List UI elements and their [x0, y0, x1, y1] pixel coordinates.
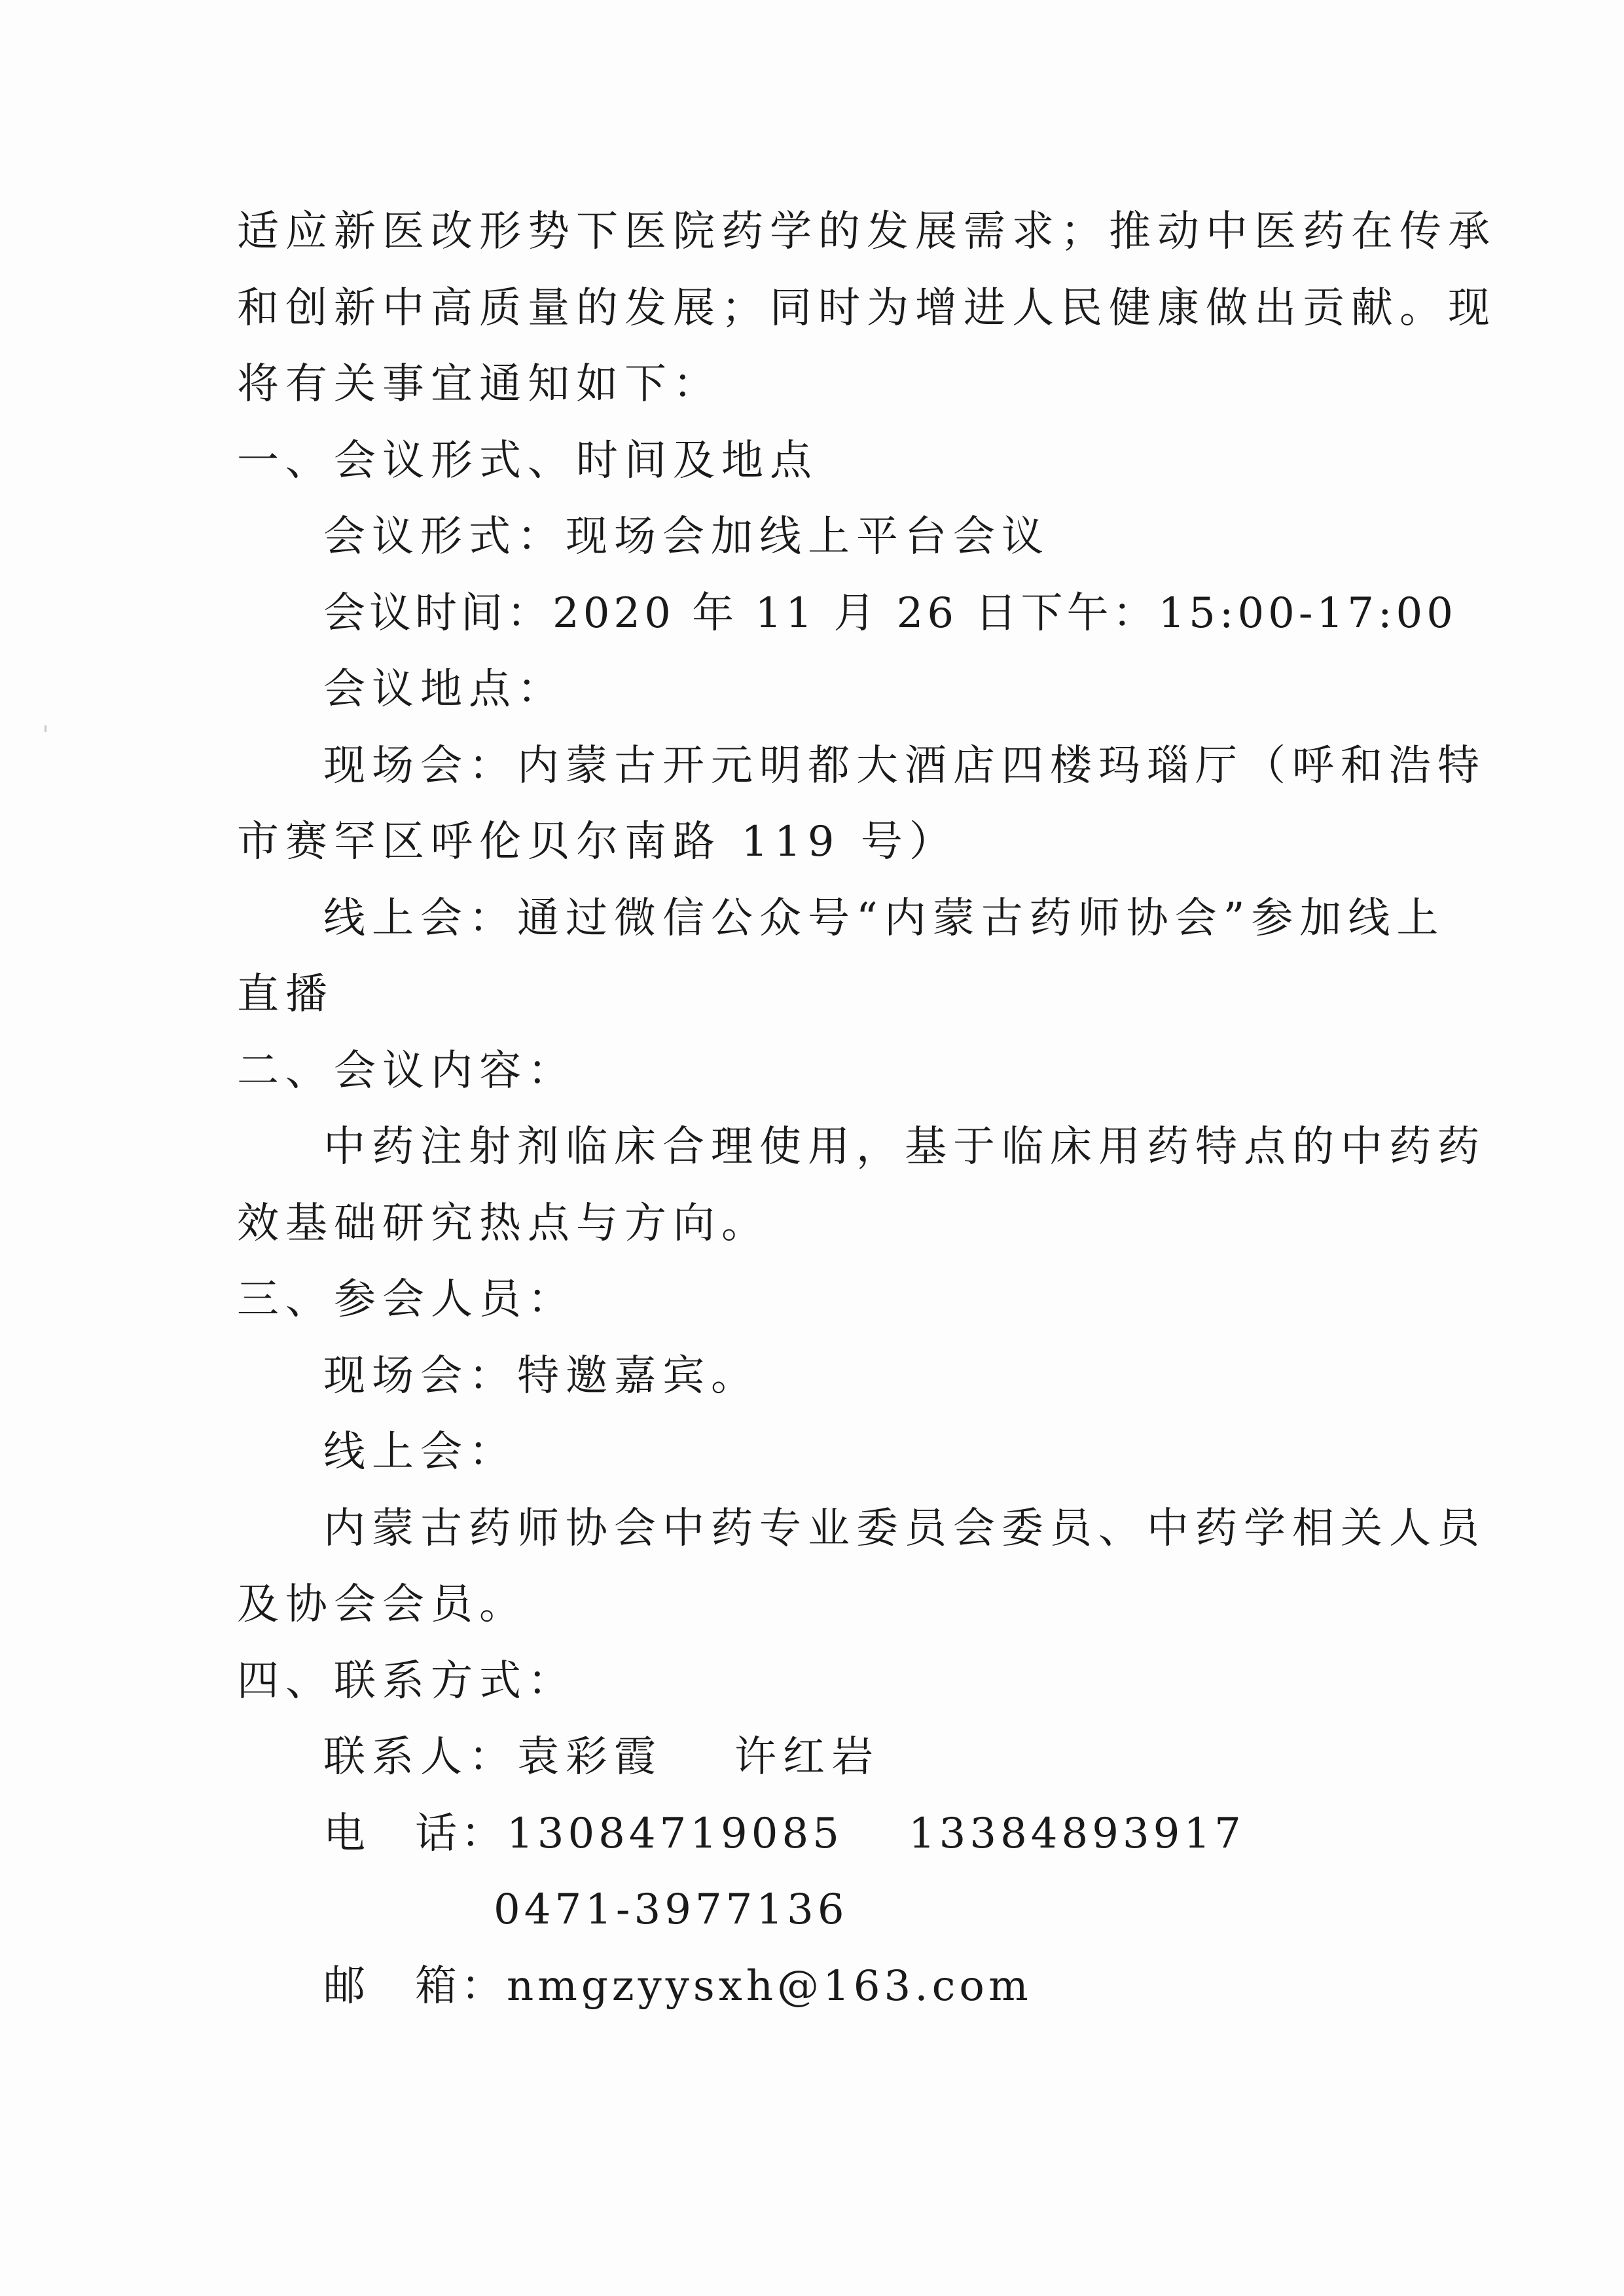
online-venue-line-1: 线上会：通过微信公众号“内蒙古药师协会”参加线上	[323, 894, 1445, 943]
attendees-online-line-1: 内蒙古药师协会中药专业委员会委员、中药学相关人员	[323, 1504, 1486, 1553]
onsite-venue-line-2: 市赛罕区呼伦贝尔南路 119 号）	[237, 818, 958, 866]
contact-name-1: 袁彩霞	[517, 1733, 662, 1781]
intro-paragraph-line-1: 适应新医改形势下医院药学的发展需求；推动中医药在传承	[237, 208, 1496, 256]
intro-paragraph-line-3: 将有关事宜通知如下：	[237, 360, 721, 409]
attendees-online-label: 线上会：	[323, 1428, 517, 1476]
email-row	[237, 1948, 1389, 2025]
phone-number-3: 0471-3977136	[494, 1886, 848, 1934]
phone-row-2	[237, 1872, 1389, 1948]
meeting-time: 会议时间：2020 年 11 月 26 日下午：15:00-17:00	[323, 589, 1457, 638]
onsite-venue-line-1: 现场会：内蒙古开元明都大酒店四楼玛瑙厅（呼和浩特	[323, 741, 1486, 790]
meeting-content-line-1: 中药注射剂临床合理使用，基于临床用药特点的中药药	[323, 1123, 1486, 1171]
meeting-format: 会议形式：现场会加线上平台会议	[323, 513, 1050, 561]
section-2-heading: 二、会议内容：	[237, 1046, 576, 1095]
phone-number-1: 13084719085	[507, 1809, 843, 1858]
section-3-heading: 三、参会人员：	[237, 1275, 576, 1324]
meeting-content-line-2: 效基础研究热点与方向。	[237, 1199, 770, 1248]
contact-label: 联系人：	[323, 1733, 517, 1781]
attendees-onsite: 现场会：特邀嘉宾。	[323, 1351, 759, 1400]
intro-paragraph-line-2: 和创新中高质量的发展；同时为增进人民健康做出贡献。现	[237, 283, 1496, 333]
phone-row	[237, 1796, 1389, 1872]
scan-speck	[45, 725, 46, 732]
email-address: nmgzyysxh@163.com	[507, 1961, 1032, 2011]
phone-label: 电 话：	[323, 1809, 507, 1858]
contact-name-2: 许红岩	[734, 1733, 880, 1781]
online-venue-line-2: 直播	[237, 970, 334, 1019]
email-label: 邮 箱：	[323, 1961, 507, 2011]
attendees-online-line-2: 及协会会员。	[237, 1580, 528, 1629]
section-1-heading: 一、会议形式、时间及地点	[237, 436, 818, 485]
document-body	[237, 194, 1496, 2024]
meeting-location-label: 会议地点：	[323, 665, 566, 714]
phone-number-2: 13384893917	[908, 1809, 1245, 1858]
section-4-heading: 四、联系方式：	[237, 1656, 576, 1705]
contact-persons-row	[237, 1719, 1389, 1796]
